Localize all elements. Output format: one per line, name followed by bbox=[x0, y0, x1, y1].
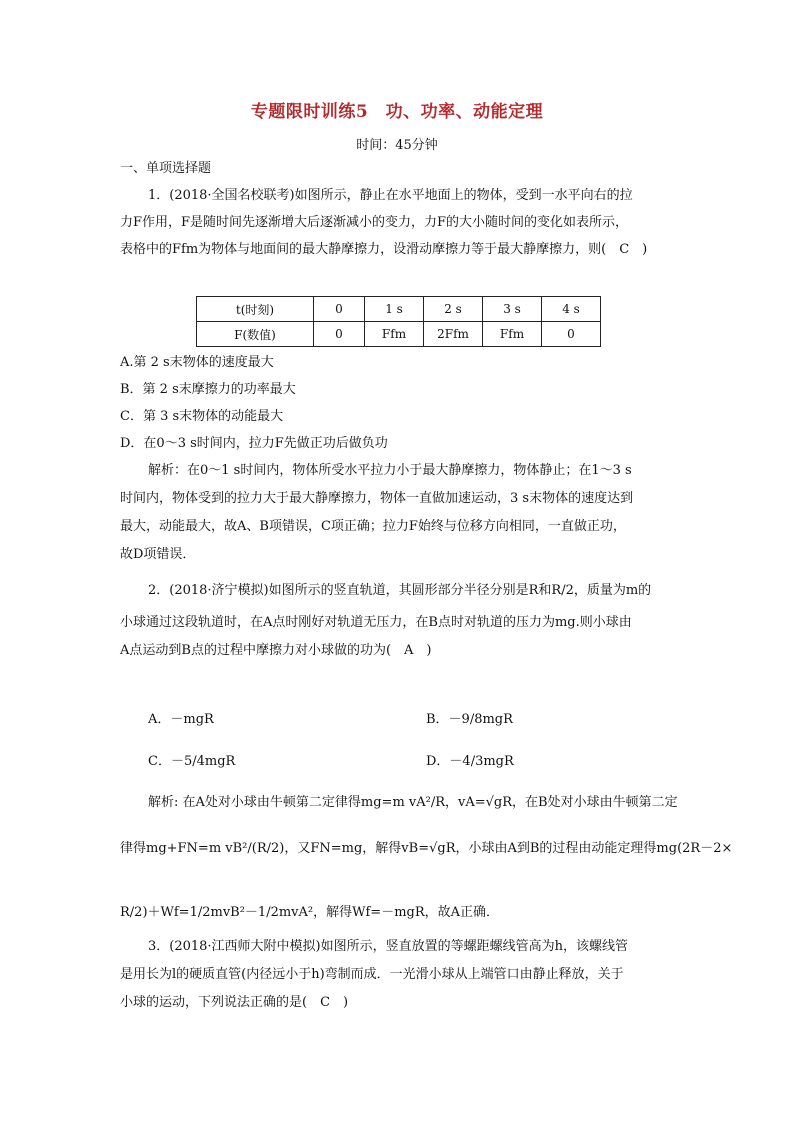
q3-line3: 小球的运动，下列说法正确的是( C ) bbox=[120, 995, 349, 1010]
table-cell: F(数值) bbox=[197, 322, 314, 347]
table-cell: 4 s bbox=[542, 297, 601, 322]
q3-line2: 是用长为l的硬质直管(内径远小于h)弯制而成．一光滑小球从上端管口由静止释放，关于 bbox=[120, 967, 624, 982]
table-cell: 0 bbox=[314, 297, 365, 322]
q1-option-c: C．第 3 s末物体的动能最大 bbox=[120, 409, 284, 424]
table-row-time bbox=[197, 297, 601, 322]
time-limit: 时间：45分钟 bbox=[356, 138, 438, 153]
q2-option-d: D．－4/3mgR bbox=[426, 754, 514, 769]
table-cell: 1 s bbox=[365, 297, 424, 322]
section-heading: 一、单项选择题 bbox=[120, 161, 212, 176]
table-cell: Ffm bbox=[365, 322, 424, 347]
table-cell: 3 s bbox=[483, 297, 542, 322]
q2-line1: 2．(2018·济宁模拟)如图所示的竖直轨道，其圆形部分半径分别是R和R/2，质量为m的 bbox=[148, 583, 652, 598]
table-row-force bbox=[197, 322, 601, 347]
table-cell: t(时刻) bbox=[197, 297, 314, 322]
q1-line1: 1．(2018·全国名校联考)如图所示，静止在水平地面上的物体，受到一水平向右的拉 bbox=[148, 188, 633, 203]
q1-option-d: D．在0～3 s时间内，拉力F先做正功后做负功 bbox=[120, 436, 388, 451]
q1-line3: 表格中的Ffm为物体与地面间的最大静摩擦力，设滑动摩擦力等于最大静摩擦力，则( C ) bbox=[120, 242, 648, 257]
q2-option-c: C．－5/4mgR bbox=[148, 754, 236, 769]
q1-explanation-4: 故D项错误． bbox=[120, 547, 196, 562]
q2-explanation-3: R/2)＋Wf=1/2mvB²－1/2mvA²，解得Wf=－mgR，故A正确． bbox=[120, 905, 500, 920]
q3-line1: 3．(2018·江西师大附中模拟)如图所示，竖直放置的等螺距螺线管高为h，该螺线管 bbox=[148, 939, 629, 954]
q1-explanation-3: 最大，动能最大，故A、B项错误，C项正确；拉力F始终与位移方向相同，一直做正功， bbox=[120, 519, 626, 534]
q2-option-b: B．－9/8mgR bbox=[426, 712, 513, 727]
q2-line2: 小球通过这段轨道时，在A点时刚好对轨道无压力，在B点时对轨道的压力为mg.则小球由 bbox=[120, 615, 632, 630]
force-time-table bbox=[196, 296, 601, 347]
q2-explanation-2: 律得mg+FN=m vB²/(R/2)，又FN=mg，解得vB=√gR，小球由A到B的过程由动能定理得mg(2R－2× bbox=[120, 841, 733, 856]
table-cell: Ffm bbox=[483, 322, 542, 347]
table-cell: 0 bbox=[542, 322, 601, 347]
q2-line3: A点运动到B点的过程中摩擦力对小球做的功为( A ) bbox=[120, 643, 432, 658]
table-cell: 2Ffm bbox=[424, 322, 483, 347]
table-cell: 0 bbox=[314, 322, 365, 347]
table-cell: 2 s bbox=[424, 297, 483, 322]
q2-explanation-1: 解析: 在A处对小球由牛顿第二定律得mg=m vA²/R，vA=√gR，在B处对小球由牛顿第二定 bbox=[148, 795, 678, 810]
q1-explanation-2: 时间内，物体受到的拉力大于最大静摩擦力，物体一直做加速运动，3 s末物体的速度达到 bbox=[120, 491, 634, 506]
q1-option-b: B．第 2 s末摩擦力的功率最大 bbox=[120, 382, 296, 397]
q2-option-a: A．－mgR bbox=[148, 712, 214, 727]
q1-line2: 力F作用，F是随时间先逐渐增大后逐渐减小的变力，力F的大小随时间的变化如表所示， bbox=[120, 215, 629, 230]
page-title: 专题限时训练5 功、功率、动能定理 bbox=[250, 102, 544, 122]
q1-option-a: A.第 2 s末物体的速度最大 bbox=[120, 355, 274, 370]
q1-explanation-1: 解析：在0～1 s时间内，物体所受水平拉力小于最大静摩擦力，物体静止；在1～3 s bbox=[148, 463, 632, 478]
